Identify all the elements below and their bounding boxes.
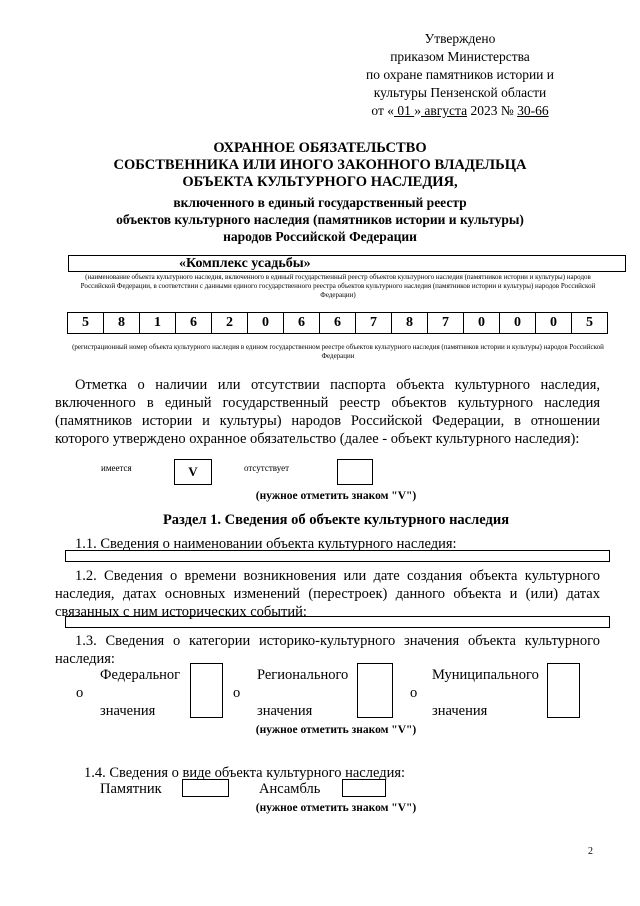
registration-digit-cell: 0 [499,312,536,334]
approval-line: приказом Министерства [390,49,530,64]
category-regional-top: Регионального [257,667,349,683]
section-1-1-label: 1.1. Сведения о наименовании объекта культурного наследия: [75,536,457,552]
dates-entry[interactable] [65,616,610,628]
approval-line: по охране памятников истории и [365,67,555,82]
approval-line: Утверждено [424,31,496,46]
passport-exists-label: имеется [101,463,132,473]
approval-line: культуры Пензенской области [373,85,547,100]
type-ensemble-checkbox[interactable] [342,779,386,797]
object-name-caption: (наименование объекта культурного наследия, включенного в единый государственный реестр объектов культурного наследия (памятников истории и культуры) народов Российской Федерации, в соответствии с данными единого государственного реестра объектов культурного наследия (памятников истории и культуры) народов Российской Федерации) [80,273,596,299]
category-federal-o: о [76,685,84,701]
category-federal-checkbox[interactable] [190,663,223,718]
registration-digit-cell: 1 [139,312,176,334]
category-municipal-top: Муниципального [432,667,539,683]
registration-digit-cell: 8 [391,312,428,334]
document-subtitle: включенного в единый государственный реестр объектов культурного наследия (памятников истории и культуры) народов Российской Федерации [116,195,524,244]
registration-number-grid [68,312,608,334]
mark-note: (нужное отметить знаком "V") [255,724,417,736]
page-number: 2 [588,846,593,857]
registration-digit-cell: 6 [319,312,356,334]
passport-paragraph: Отметка о наличии или отсутствии паспорта объекта культурного наследия, включенного в единый государственный реестр объектов культурного наследия (памятников истории и культуры) народов Российской Федерации, в отношении которого утверждено охранное обязательство (далее - объект культурного наследия): [55,377,600,447]
passport-absent-label: отсутствует [244,463,290,473]
category-regional-o: о [233,685,241,701]
registration-caption: (регистрационный номер объекта культурного наследия в едином государственном реестре объектов культурного наследия (памятников истории и культуры) народов Российской Федерации [72,343,604,360]
registration-digit-cell: 8 [103,312,140,334]
registration-digit-cell: 0 [463,312,500,334]
category-regional-bottom: значения [257,703,313,719]
approval-block [340,30,580,120]
category-municipal-o: о [410,685,418,701]
category-federal-top: Федеральног [100,667,181,683]
registration-digit-cell: 7 [355,312,392,334]
section-1-4-label: 1.4. Сведения о виде объекта культурного наследия: [84,765,406,781]
category-municipal-bottom: значения [432,703,488,719]
date-month: августа [421,103,468,118]
registration-digit-cell: 6 [283,312,320,334]
type-ensemble-label: Ансамбль [259,781,321,797]
category-federal-bottom: значения [100,703,156,719]
section-1-3-label: 1.3. Сведения о категории историко-культурного значения объекта культурного наследия: [55,633,600,667]
registration-digit-cell: 0 [535,312,572,334]
type-monument-checkbox[interactable] [182,779,229,797]
registration-digit-cell: 5 [571,312,608,334]
mark-note: (нужное отметить знаком "V") [255,802,417,814]
category-municipal-checkbox[interactable] [547,663,580,718]
registration-digit-cell: 6 [175,312,212,334]
type-monument-label: Памятник [100,781,162,797]
document-title: ОХРАННОЕ ОБЯЗАТЕЛЬСТВО СОБСТВЕННИКА ИЛИ ИНОГО ЗАКОННОГО ВЛАДЕЛЬЦА ОБЪЕКТА КУЛЬТУРНОГО НАСЛЕДИЯ, [113,140,527,190]
category-regional-checkbox[interactable] [357,663,393,718]
object-name-field[interactable]: «Комплекс усадьбы» [68,255,626,272]
approval-date: от « 01 » августа 2023 № 30-66 [371,103,549,118]
registration-digit-cell: 7 [427,312,464,334]
section-1-title: Раздел 1. Сведения об объекте культурного наследия [162,512,510,528]
registration-digit-cell: 5 [67,312,104,334]
mark-note: (нужное отметить знаком "V") [255,490,417,502]
registration-digit-cell: 2 [211,312,248,334]
order-number: 30-66 [517,103,549,118]
date-day: 01 [394,103,415,118]
object-name-entry[interactable] [65,550,610,562]
passport-absent-checkbox[interactable] [337,459,373,485]
passport-exists-checkbox[interactable]: V [174,459,212,485]
section-1-2-label: 1.2. Сведения о времени возникновения или дате создания объекта культурного наследия, датах основных изменений (перестроек) данного объекта и (или) датах связанных с ним исторических событий: [55,568,600,620]
registration-digit-cell: 0 [247,312,284,334]
